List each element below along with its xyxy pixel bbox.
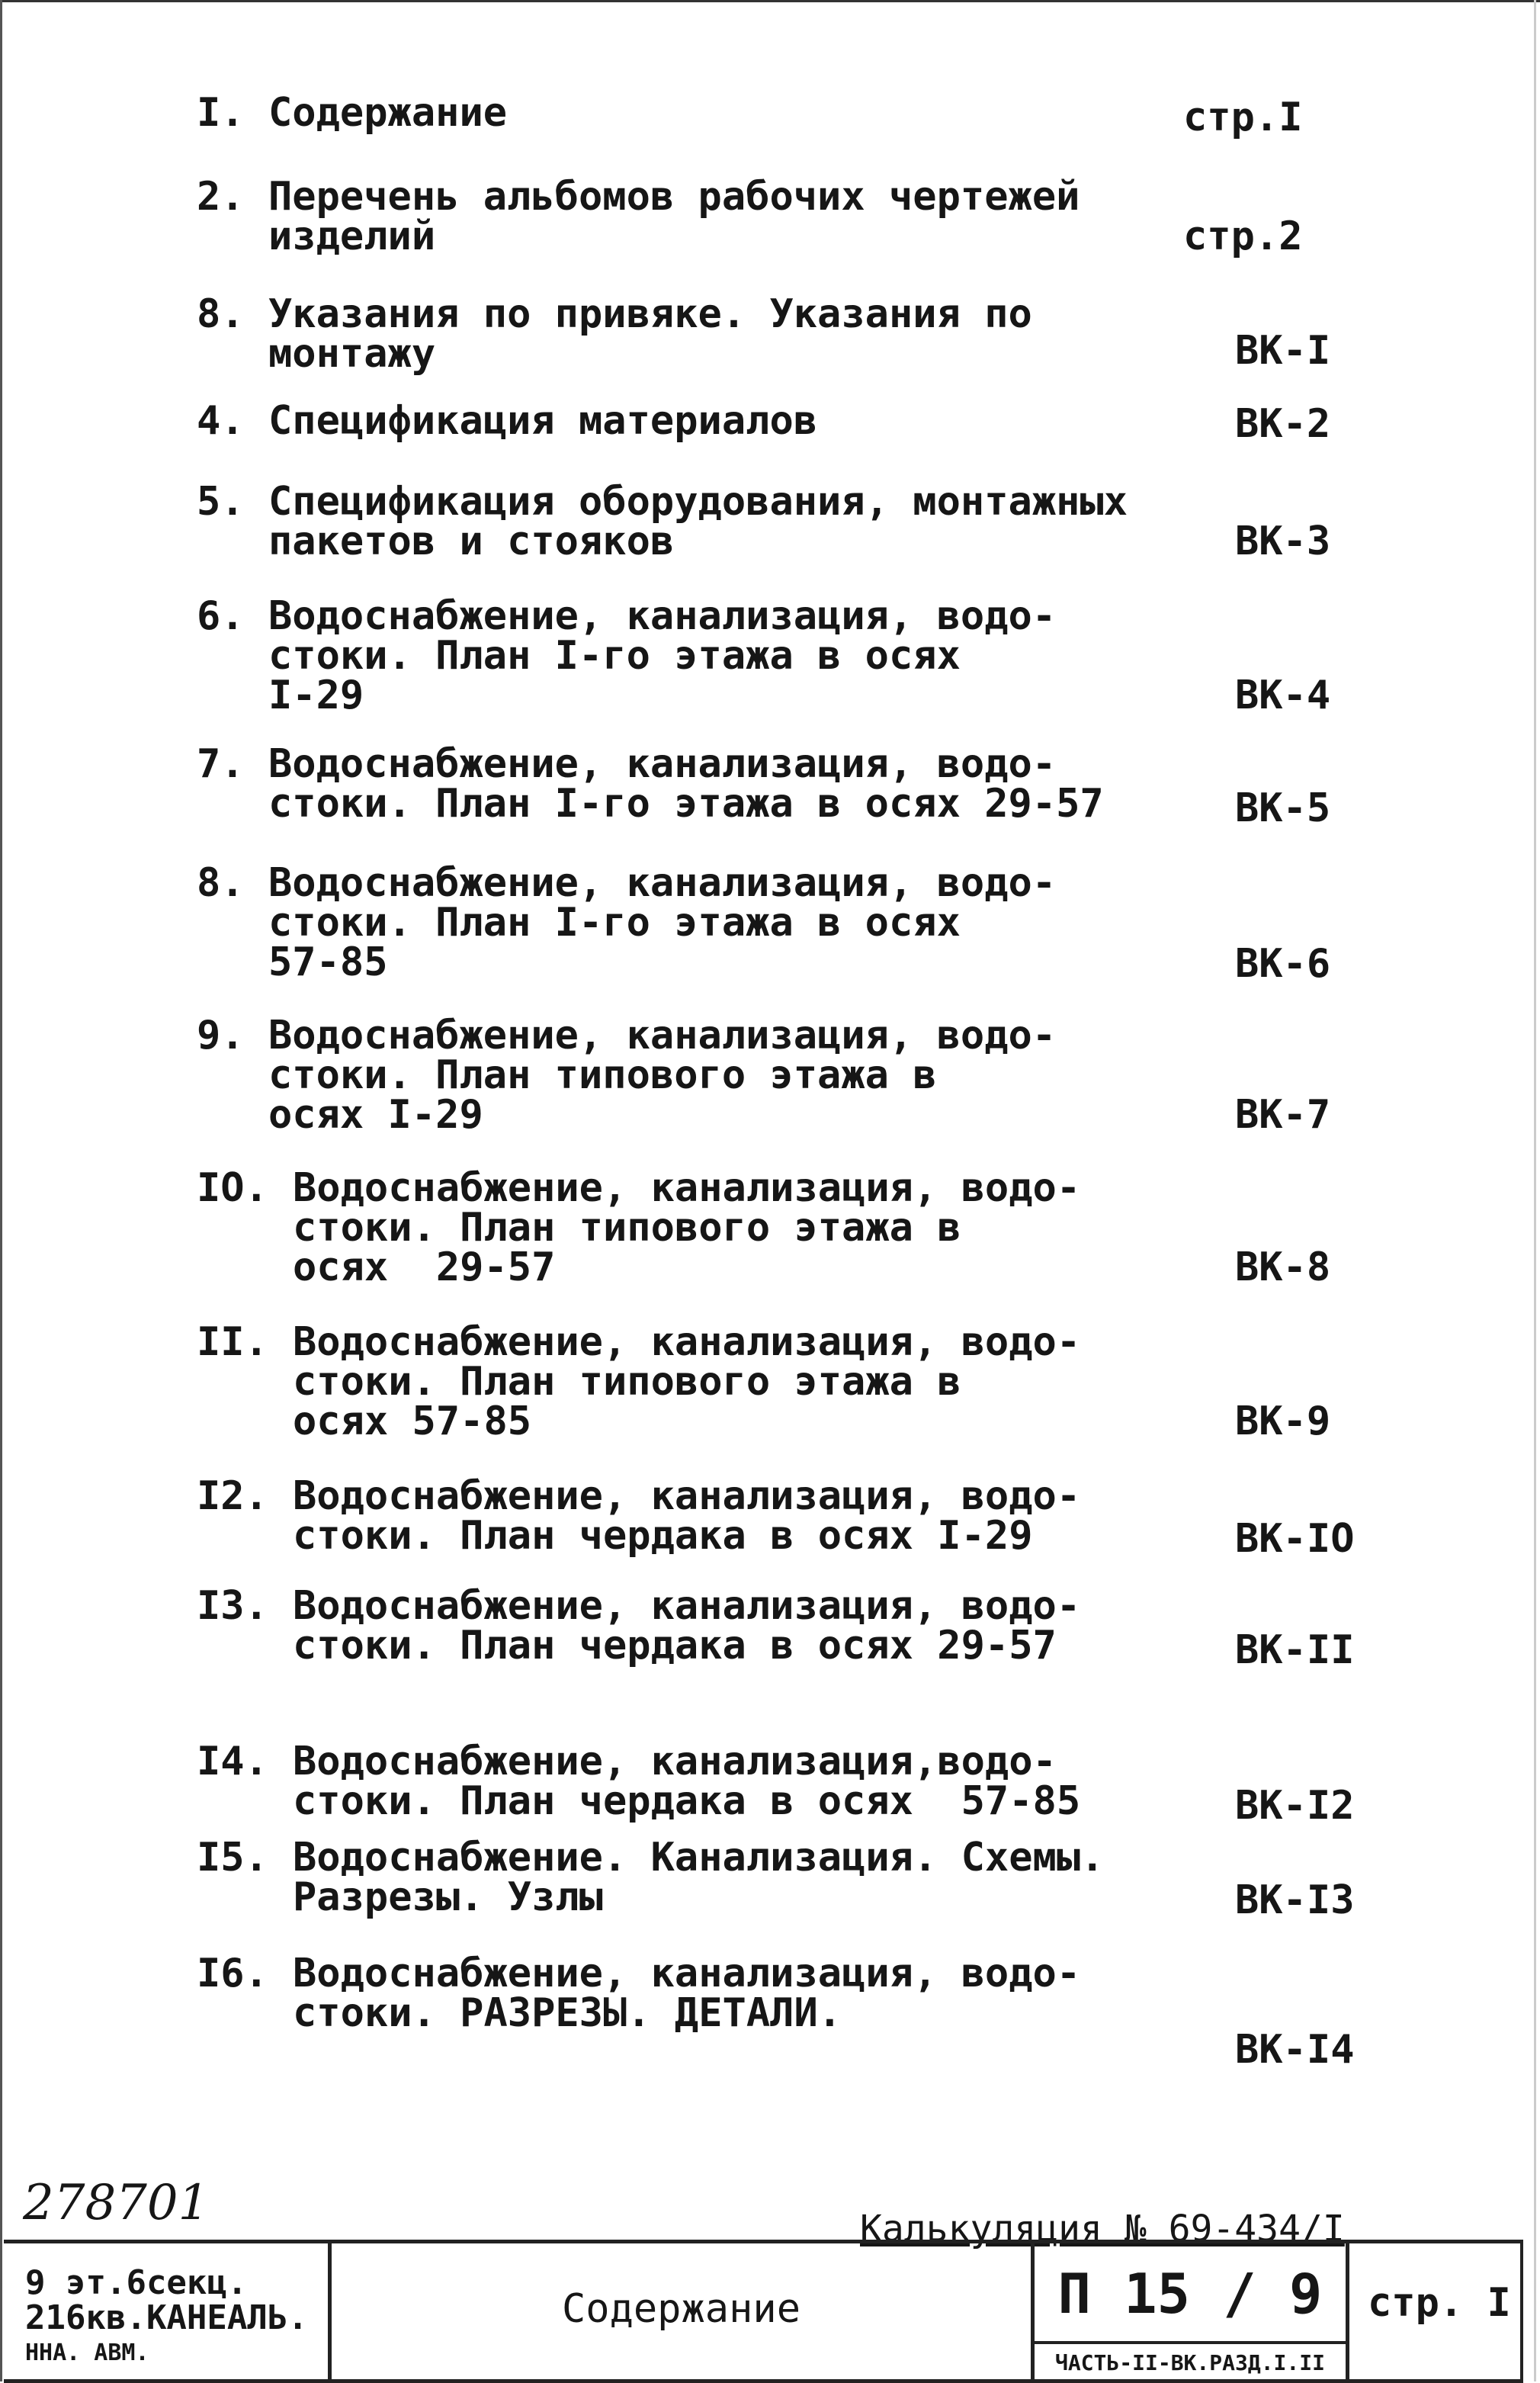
- toc-item-page-ref: ВК-IO: [1235, 1516, 1355, 1562]
- toc-item-page-ref: ВК-I3: [1235, 1877, 1355, 1923]
- toc-item-number: 6.: [197, 593, 245, 639]
- toc-item-page-ref: ВК-6: [1235, 941, 1331, 987]
- toc-item-title: Водоснабжение, канализация,водо- стоки. План чердака в осях 57-85: [293, 1739, 1081, 1824]
- toc-item-page-ref: ВК-I2: [1235, 1783, 1355, 1829]
- toc-item-number: I6.: [197, 1951, 268, 1996]
- handwritten-number: 278701: [23, 2175, 210, 2231]
- toc-item-title: Содержание: [268, 90, 508, 136]
- toc-item-title: Водоснабжение, канализация, водо- стоки. План типового этажа в осях I-29: [268, 1013, 1057, 1138]
- toc-item-number: 5.: [197, 479, 245, 525]
- toc-item-title: Водоснабжение, канализация, водо- стоки. План типового этажа в осях 29-57: [293, 1165, 1081, 1290]
- toc-item-title: Перечень альбомов рабочих чертежей изделий: [268, 174, 1080, 259]
- toc-item-title: Водоснабжение, канализация, водо- стоки. План чердака в осях I-29: [293, 1473, 1081, 1559]
- toc-item-page-ref: ВК-7: [1235, 1092, 1331, 1138]
- toc-item-number: 9.: [197, 1013, 245, 1058]
- toc-item-number: II.: [197, 1319, 268, 1365]
- toc-item-page-ref: стр.2: [1183, 214, 1303, 259]
- toc-item-number: 2.: [197, 174, 245, 220]
- object-cell: [4, 2243, 332, 2379]
- toc-item-number: 8.: [197, 860, 245, 906]
- toc-item-title: Водоснабжение. Канализация. Схемы. Разрезы. Узлы: [293, 1835, 1105, 1920]
- toc-item-title: Спецификация материалов: [268, 398, 818, 444]
- document-code: П 15 / 9: [1057, 2262, 1323, 2326]
- page-cell: [1349, 2243, 1523, 2379]
- toc-item-title: Водоснабжение, канализация, водо- стоки. План I-го этажа в осях 29-57: [268, 741, 1104, 827]
- toc-item-page-ref: стр.I: [1183, 95, 1303, 140]
- object-line: 216кв.КАНЕАЛЬ.: [25, 2298, 308, 2337]
- page-label: стр. I: [1368, 2280, 1511, 2326]
- toc-item-page-ref: ВК-I: [1235, 328, 1331, 374]
- toc-item-page-ref: ВК-9: [1235, 1399, 1331, 1444]
- toc-item-number: I5.: [197, 1835, 268, 1880]
- divider: [1035, 2341, 1346, 2344]
- toc-item-title: Спецификация оборудования, монтажных пакетов и стояков: [268, 479, 1128, 564]
- toc-item-page-ref: ВК-2: [1235, 401, 1331, 447]
- code-cell: [1035, 2243, 1349, 2379]
- object-line: ННА. АВМ.: [25, 2340, 149, 2366]
- toc-item-page-ref: ВК-5: [1235, 785, 1331, 831]
- toc-item-title: Водоснабжение, канализация, водо- стоки. План I-го этажа в осях 57-85: [268, 860, 1057, 985]
- toc-item-number: 4.: [197, 398, 245, 444]
- title-block: [4, 2240, 1523, 2383]
- toc-item-title: Водоснабжение, канализация, водо- стоки. План типового этажа в осях 57-85: [293, 1319, 1081, 1444]
- toc-item-number: IO.: [197, 1165, 268, 1211]
- document-section: ЧАСТЬ-II-ВК.РАЗД.I.II: [1054, 2350, 1325, 2375]
- toc-item-number: I3.: [197, 1583, 268, 1629]
- toc-item-page-ref: ВК-3: [1235, 519, 1331, 564]
- toc-item-page-ref: ВК-8: [1235, 1244, 1331, 1290]
- toc-item-number: I4.: [197, 1739, 268, 1784]
- title-cell: [332, 2243, 1035, 2379]
- toc-item-number: 8.: [197, 291, 245, 337]
- document-title: Содержание: [561, 2286, 801, 2332]
- object-line: 9 эт.6секц.: [25, 2263, 248, 2302]
- toc-item-number: I2.: [197, 1473, 268, 1519]
- toc-item-title: Водоснабжение, канализация, водо- стоки. План чердака в осях 29-57: [293, 1583, 1081, 1668]
- toc-item-title: Водоснабжение, канализация, водо- стоки. План I-го этажа в осях I-29: [268, 593, 1057, 718]
- toc-item-page-ref: ВК-II: [1235, 1627, 1355, 1673]
- toc-item-page-ref: ВК-I4: [1235, 2027, 1355, 2073]
- calculation-number: Калькуляция № 69-434/I: [860, 2208, 1345, 2250]
- toc-item-title: Указания по привяке. Указания по монтажу: [268, 291, 1032, 377]
- toc-item-number: 7.: [197, 741, 245, 787]
- toc-item-number: I.: [197, 90, 245, 136]
- toc-item-title: Водоснабжение, канализация, водо- стоки. РАЗРЕЗЫ. ДЕТАЛИ.: [293, 1951, 1081, 2036]
- toc-item-page-ref: ВК-4: [1235, 673, 1331, 718]
